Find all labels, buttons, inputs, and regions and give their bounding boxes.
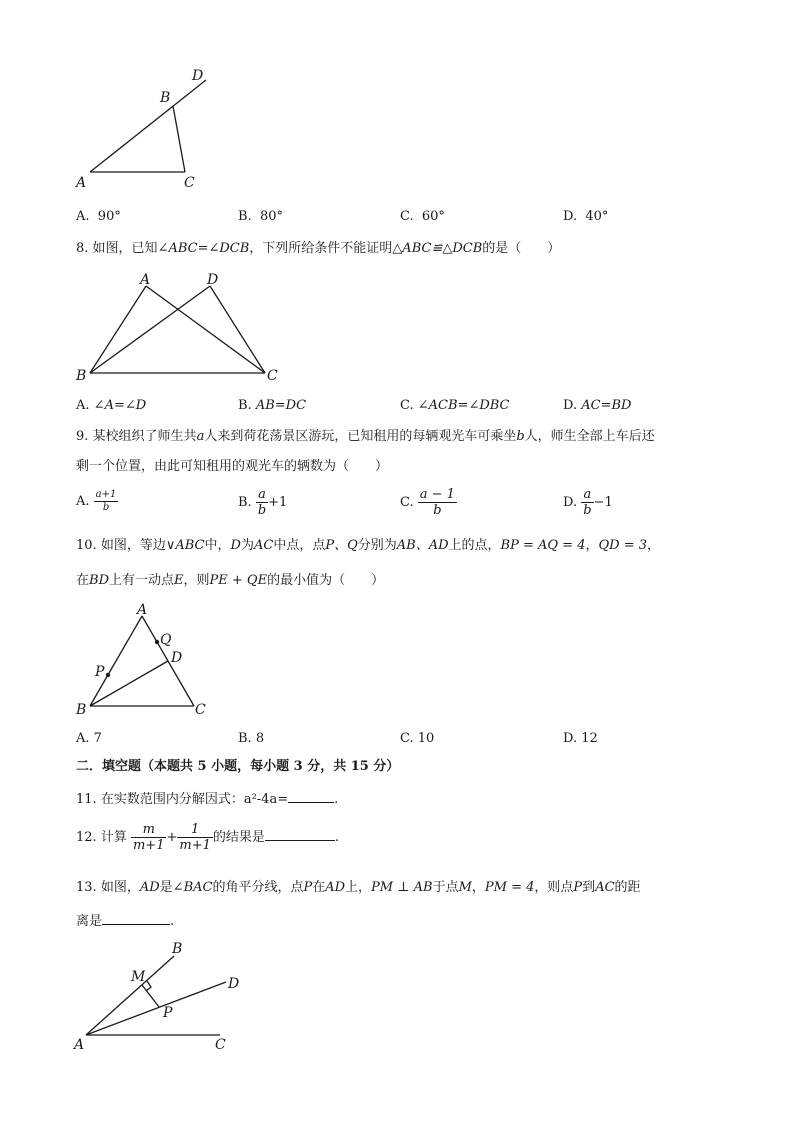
q9-option-a-fraction (94, 489, 119, 514)
q10-label-D: D (171, 650, 183, 666)
q7-label-A: A (76, 175, 87, 191)
q11-end: . (334, 792, 339, 807)
q10-line1-d: 中点，点 (273, 538, 326, 553)
q13-label-C: C (215, 1037, 226, 1053)
q9-option-a-letter: A. (76, 494, 90, 509)
q9-stem-line1 (76, 428, 655, 446)
q13-label-M: M (131, 969, 146, 985)
q9-stem-line2 (76, 458, 388, 476)
q8-option-b[interactable] (238, 397, 306, 415)
q10-option-b[interactable] (238, 730, 264, 748)
q8-option-d[interactable] (563, 397, 631, 415)
q12-plus: + (166, 830, 178, 845)
q8-option-a-text: ∠A=∠D (93, 398, 147, 413)
q8-option-a[interactable] (76, 397, 146, 415)
q13-end: . (170, 914, 175, 929)
q9-number: 9. (76, 429, 89, 444)
q9-option-a-den: b (102, 502, 110, 513)
q10-option-a[interactable] (76, 730, 102, 748)
q10-line1-ab-ad: AB、AD (396, 538, 449, 553)
q13-line-PM (142, 985, 159, 1007)
q12-fraction-1 (131, 822, 167, 853)
q7-option-b-text: 80° (259, 209, 283, 224)
q8-line-DB (90, 286, 210, 373)
q9-line1-c: 人，师生全部上车后还 (524, 429, 655, 444)
q12-end: . (334, 830, 340, 845)
q13-l1-ad: AD (139, 880, 160, 895)
q12-lead: 计算 (100, 830, 127, 845)
q7-option-a-letter: A. (76, 209, 90, 224)
q10-line1-e: 分别为 (357, 538, 397, 553)
q9-option-d-num: a (581, 487, 593, 503)
q8-number: 8. (76, 241, 89, 256)
q9-line1-b: 人来到荷花荡景区游玩，已知租用的每辆观光车可乘坐 (204, 429, 517, 444)
q13-l1-p2: P (573, 880, 583, 895)
q13-l2: 离是 (76, 914, 103, 929)
q13-stem-line2 (76, 910, 174, 931)
q13-l1-p: P (303, 880, 313, 895)
q7-option-d-letter: D. (563, 209, 578, 224)
q13-l1-d: 在 (312, 880, 326, 895)
q10-line1-f: 上的点， (448, 538, 501, 553)
section2-title: 二．填空题（本题共 5 小题，每小题 3 分，共 15 分） (76, 759, 400, 774)
q10-line2-expr: PE + QE (209, 573, 268, 588)
q10-label-A: A (137, 602, 148, 618)
q13-right-angle-mark (146, 981, 151, 991)
q9-option-b-suffix: +1 (268, 495, 288, 510)
q13-stem-line1 (76, 879, 641, 897)
q10-line2-c: ，则 (183, 573, 210, 588)
q8-stem (76, 240, 560, 258)
q9-option-b-num: a (256, 487, 268, 503)
q10-line1-h: ， (647, 538, 661, 553)
q12-answer-blank[interactable] (265, 826, 335, 841)
q9-option-b-den: b (257, 503, 267, 518)
q8-option-b-text: AB=DC (255, 398, 307, 413)
q7-option-c[interactable] (400, 208, 445, 226)
q13-line-AD (86, 982, 226, 1035)
q10-label-B: B (76, 702, 87, 718)
q8-stem-mid: ，下列所给条件不能证明 (249, 241, 393, 256)
q8-line-AB (90, 286, 146, 373)
q9-option-d-letter: D. (563, 495, 578, 510)
q13-label-B: B (172, 941, 183, 957)
q12-number: 12. (76, 830, 97, 845)
q9-option-c-den: b (433, 503, 442, 518)
q7-option-d-text: 40° (585, 209, 609, 224)
q7-line-BC (173, 106, 185, 172)
q13-l1-h: ，则点 (534, 880, 574, 895)
q7-option-c-text: 60° (421, 209, 445, 224)
q13-l1-ad2: AD (325, 880, 346, 895)
q9-option-c[interactable] (400, 487, 457, 518)
q9-var-b: b (516, 429, 525, 444)
q13-l1-ac: AC (595, 880, 615, 895)
q9-option-c-letter: C. (400, 495, 414, 510)
q7-option-b[interactable] (238, 208, 283, 226)
q10-option-d-letter: D. (563, 731, 578, 746)
q10-label-Q: Q (160, 632, 172, 648)
q10-option-b-text: 8 (255, 731, 265, 746)
q8-label-A: A (140, 272, 151, 288)
q10-label-P: P (95, 664, 105, 680)
q12-fraction-1-den: m+1 (132, 838, 165, 853)
q7-option-a[interactable] (76, 208, 121, 226)
q11-stem (76, 788, 338, 809)
q12-fraction-2 (177, 822, 213, 853)
q13-l1-j: 的距 (614, 880, 641, 895)
q13-l1-m: M (458, 880, 472, 895)
q13-l1-perp: PM ⊥ AB (371, 880, 433, 895)
q8-option-c-text: ∠ACB=∠DBC (417, 398, 510, 413)
q10-option-c-text: 10 (417, 731, 435, 746)
q10-line2-d: 的最小值为（ ） (267, 573, 385, 588)
q8-label-D: D (207, 272, 219, 288)
q9-option-d-den: b (583, 503, 592, 518)
q12-fraction-1-num: m (131, 822, 167, 838)
q8-line-DC (210, 286, 265, 373)
q9-line1-a: 某校组织了师生共 (92, 429, 197, 444)
q7-label-C: C (184, 175, 195, 191)
q8-figure (70, 268, 290, 386)
q9-option-b[interactable] (238, 487, 287, 518)
q10-label-C: C (195, 702, 206, 718)
q8-option-c-letter: C. (400, 398, 414, 413)
q10-option-c-letter: C. (400, 731, 414, 746)
q8-option-d-text: AC=BD (581, 398, 632, 413)
q10-line2-a: 在 (76, 573, 90, 588)
q7-label-B: B (160, 90, 171, 106)
q13-label-P: P (163, 1005, 173, 1021)
q10-line1-point-d: D (230, 538, 241, 553)
q9-option-b-letter: B. (238, 495, 252, 510)
q13-line-AB (86, 956, 174, 1035)
q10-line1-a: 如图，等边 (100, 538, 166, 553)
q12-tail: 的结果是 (212, 830, 265, 845)
q10-line1-c: 为 (240, 538, 254, 553)
q13-label-D: D (228, 976, 240, 992)
q9-option-b-fraction (256, 487, 268, 518)
q8-stem-after: 的是（ ） (482, 241, 561, 256)
q9-option-c-num: a − 1 (419, 487, 455, 502)
q13-l1-c: 的角平分线，点 (212, 880, 304, 895)
q13-l1-angle: ∠BAC (172, 880, 213, 895)
q8-label-B: B (76, 368, 87, 384)
q12-fraction-2-num: 1 (177, 822, 213, 838)
q7-option-a-text: 90° (97, 209, 121, 224)
q8-option-b-letter: B. (238, 398, 252, 413)
q10-option-d-text: 12 (581, 731, 598, 746)
q8-stem-condition: ∠ABC=∠DCB (157, 241, 250, 256)
q10-number: 10. (76, 538, 97, 553)
q10-line1-eq1: BP = AQ = 4 (500, 538, 586, 553)
q10-line-AB (90, 616, 142, 706)
q10-line2-bd: BD (89, 573, 109, 588)
q9-option-c-fraction (418, 487, 457, 518)
q10-option-d[interactable] (563, 730, 598, 748)
q9-option-d-fraction (581, 487, 593, 518)
q13-l1-eq: PM = 4 (484, 880, 535, 895)
q12-stem (76, 822, 339, 853)
q9-option-d-suffix: −1 (593, 495, 613, 510)
q13-answer-blank[interactable] (102, 910, 170, 925)
q10-line1-ac: AC (253, 538, 274, 553)
q7-line-AD (90, 80, 206, 172)
q10-option-a-letter: A. (76, 731, 90, 746)
q8-stem-before: 如图，已知 (92, 241, 158, 256)
q8-label-C: C (267, 368, 278, 384)
q8-option-d-letter: D. (563, 398, 578, 413)
q8-stem-triangles: △ABC≌△DCB (392, 241, 483, 256)
q10-point-Q (155, 640, 159, 644)
q10-line1-g: ， (585, 538, 599, 553)
q8-line-AC (146, 286, 265, 373)
q8-option-a-letter: A. (76, 398, 90, 413)
q9-option-a-num: a+1 (95, 489, 117, 500)
q13-l1-f: 于点 (432, 880, 459, 895)
q10-line1-eq2: QD = 3 (598, 538, 647, 553)
q11-answer-blank[interactable] (288, 788, 334, 803)
q13-number: 13. (76, 880, 97, 895)
q10-stem-line1 (76, 537, 660, 555)
q7-option-b-letter: B. (238, 209, 252, 224)
q13-l1-b: 是 (159, 880, 173, 895)
q9-line2: 剩一个位置，由此可知租用的观光车的辆数为（ ） (76, 459, 389, 474)
q10-line2-b: 上有一动点 (109, 573, 175, 588)
q10-stem-line2 (76, 572, 384, 590)
q10-line2-e: E (174, 573, 184, 588)
q11-text: 在实数范围内分解因式：a²-4a= (100, 792, 289, 807)
q13-l1-e: 上， (345, 880, 372, 895)
q10-line1-pq: P、Q (325, 538, 358, 553)
q9-var-a: a (196, 429, 205, 444)
q13-l1-a: 如图， (100, 880, 140, 895)
q7-option-d[interactable] (563, 208, 608, 226)
q10-figure (70, 600, 220, 722)
q7-option-c-letter: C. (400, 209, 414, 224)
q13-l1-i: 到 (582, 880, 596, 895)
q13-l1-g: ， (471, 880, 485, 895)
q11-number: 11. (76, 792, 97, 807)
q7-figure (70, 62, 220, 192)
q9-option-a[interactable] (76, 489, 118, 514)
q8-option-c[interactable] (400, 397, 510, 415)
q10-option-c[interactable] (400, 730, 434, 748)
q10-point-P (106, 673, 110, 677)
q13-figure (70, 938, 250, 1056)
q10-line1-triangle: ∨ABC (165, 538, 205, 553)
q10-option-a-text: 7 (93, 731, 102, 746)
q13-label-A: A (74, 1037, 85, 1053)
q10-line1-b: 中， (204, 538, 231, 553)
q9-option-d[interactable] (563, 487, 613, 518)
q7-label-D: D (192, 68, 204, 84)
q10-option-b-letter: B. (238, 731, 252, 746)
q12-fraction-2-den: m+1 (179, 838, 211, 853)
